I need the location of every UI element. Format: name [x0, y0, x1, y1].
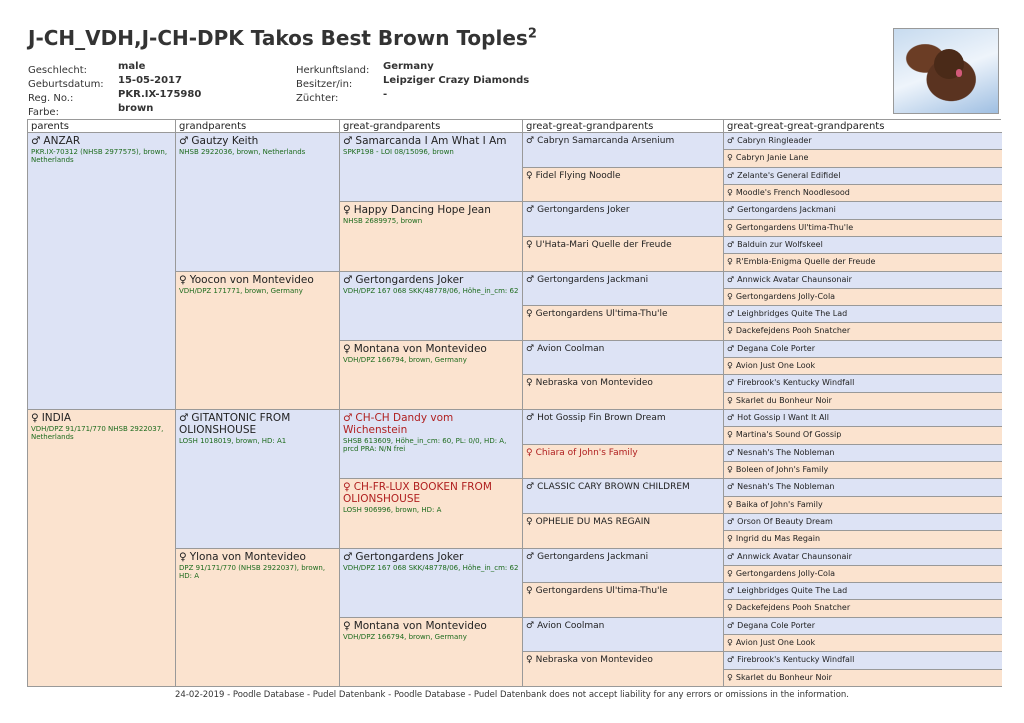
dog-name-text: Nesnah's The Nobleman: [737, 447, 835, 457]
dog-name-text: Gertongardens Jackmani: [537, 551, 649, 562]
female-symbol-icon: ♀: [727, 326, 733, 336]
female-symbol-icon: ♀: [727, 499, 733, 509]
female-symbol-icon: ♀: [727, 464, 733, 474]
dog-name-text: Gautzy Keith: [191, 135, 259, 147]
pedigree-entry[interactable]: [522, 514, 723, 549]
dog-name-link[interactable]: [727, 204, 999, 216]
pedigree-entry[interactable]: [723, 272, 1002, 289]
pedigree-entry[interactable]: [723, 358, 1002, 375]
female-symbol-icon: ♀: [526, 309, 533, 320]
dog-name-text: Happy Dancing Hope Jean: [353, 204, 491, 217]
info-label: Herkunftsland:: [296, 65, 370, 76]
pedigree-entry[interactable]: [522, 272, 723, 307]
female-symbol-icon: ♀: [727, 430, 733, 440]
pedigree-entry[interactable]: [175, 410, 339, 549]
dog-name-text: Dackefejdens Pooh Snatcher: [735, 326, 851, 336]
dog-name-link[interactable]: [343, 620, 519, 632]
pedigree-entry[interactable]: [522, 410, 723, 445]
pedigree-entry[interactable]: [339, 272, 522, 341]
female-symbol-icon: ♀: [343, 619, 351, 632]
male-symbol-icon: ♂: [343, 550, 353, 563]
dog-name-text: Firebrook's Kentucky Windfall: [737, 655, 855, 665]
dog-name-link[interactable]: [727, 516, 999, 528]
dog-details: NHSB 2689975, brown: [343, 217, 423, 226]
dog-name-text: Chiara of John's Family: [535, 447, 638, 458]
pedigree-entry[interactable]: [28, 133, 175, 410]
info-value: -: [383, 89, 388, 100]
pedigree-entry[interactable]: [522, 306, 723, 341]
dog-name-link[interactable]: [526, 447, 720, 459]
male-symbol-icon: ♂: [526, 551, 535, 562]
dog-details: LOSH 906996, brown, HD: A: [343, 506, 442, 515]
female-symbol-icon: ♀: [727, 257, 733, 267]
dog-details: PKR.IX-70312 (NHSB 2977575), brown, Netherlands: [31, 148, 168, 164]
dog-name-link[interactable]: [526, 620, 720, 632]
male-symbol-icon: ♂: [526, 620, 535, 631]
dog-name-link[interactable]: [526, 654, 720, 666]
female-symbol-icon: ♀: [727, 395, 733, 405]
dog-name-link[interactable]: [526, 585, 720, 597]
pedigree-entry[interactable]: [522, 583, 723, 618]
pedigree-entry[interactable]: [723, 531, 1002, 548]
dog-name-text: Gertongardens Jolly-Cola: [735, 291, 836, 301]
dog-name-link[interactable]: [727, 360, 999, 372]
info-value: brown: [118, 103, 154, 114]
dog-name-link[interactable]: [179, 412, 336, 436]
pedigree-entry[interactable]: [339, 410, 522, 479]
male-symbol-icon: ♂: [727, 482, 735, 492]
female-symbol-icon: ♀: [727, 153, 733, 163]
pedigree-entry[interactable]: [522, 168, 723, 203]
dog-name-text: Gertongardens Ul'tima-Thu'le: [535, 586, 668, 597]
pedigree-entry[interactable]: [723, 410, 1002, 427]
male-symbol-icon: ♂: [31, 135, 41, 147]
pedigree-entry[interactable]: [339, 133, 522, 202]
dog-name-text: Annwick Avatar Chaunsonair: [737, 551, 852, 561]
dog-name-link[interactable]: [343, 412, 519, 436]
pedigree-entry[interactable]: [522, 375, 723, 410]
dog-name-text: Gertongardens Jackmani: [737, 205, 836, 215]
dog-name-text: Yoocon von Montevideo: [189, 273, 314, 286]
dog-name-text: Nebraska von Montevideo: [535, 655, 653, 666]
dog-name-text: Boleen of John's Family: [735, 464, 829, 474]
dog-name-text: Gertongardens Joker: [537, 205, 630, 216]
pedigree-entry[interactable]: [339, 341, 522, 410]
pedigree-entry[interactable]: [723, 306, 1002, 323]
pedigree-entry[interactable]: [723, 427, 1002, 444]
female-symbol-icon: ♀: [526, 516, 533, 527]
male-symbol-icon: ♂: [526, 482, 535, 493]
male-symbol-icon: ♂: [343, 273, 353, 286]
dog-details: SHSB 613609, Höhe_in_cm: 60, PL: 0/0, HD: A, prcd PRA: N/N frei: [343, 437, 507, 453]
pedigree-entry[interactable]: [723, 652, 1002, 669]
dog-name-text: U'Hata-Mari Quelle der Freude: [535, 239, 672, 250]
female-symbol-icon: ♀: [526, 378, 533, 389]
dog-name-text: Moodle's French Noodlesood: [735, 187, 850, 197]
male-symbol-icon: ♂: [727, 586, 735, 596]
dog-name-link[interactable]: [727, 325, 999, 337]
info-label: Züchter:: [296, 93, 339, 104]
male-symbol-icon: ♂: [526, 205, 535, 216]
male-symbol-icon: ♂: [727, 343, 735, 353]
dog-details: SPKP198 - LOI 08/15096, brown: [343, 148, 454, 156]
dog-name-link[interactable]: [179, 135, 336, 147]
pedigree-entry[interactable]: [522, 618, 723, 653]
pedigree-entry[interactable]: [723, 341, 1002, 358]
male-symbol-icon: ♂: [526, 413, 535, 423]
dog-details: VDH/DPZ 171771, brown, Germany: [179, 286, 303, 295]
dog-name-text: Martina's Sound Of Gossip: [735, 430, 842, 440]
pedigree-entry[interactable]: [723, 133, 1002, 150]
info-value: 15-05-2017: [118, 75, 182, 86]
male-symbol-icon: ♂: [727, 378, 735, 388]
pedigree-entry[interactable]: [339, 202, 522, 271]
dog-name-link[interactable]: [526, 170, 720, 182]
dog-name-text: Firebrook's Kentucky Windfall: [737, 378, 855, 388]
dog-name-text: Nebraska von Montevideo: [535, 378, 653, 389]
dog-name-link[interactable]: [727, 135, 999, 147]
dog-name-link[interactable]: [727, 568, 999, 580]
dog-name-text: Skarlet du Bonheur Noir: [735, 672, 832, 682]
dog-details: LOSH 1018019, brown, HD: A1: [179, 437, 287, 445]
dog-name-link[interactable]: [526, 204, 720, 216]
female-symbol-icon: ♀: [727, 534, 733, 544]
male-symbol-icon: ♂: [526, 274, 535, 285]
dog-name-link[interactable]: [727, 533, 999, 545]
dog-name-text: Gertongardens Jolly-Cola: [735, 568, 836, 578]
female-symbol-icon: ♀: [526, 239, 533, 250]
dog-name-link[interactable]: [31, 412, 172, 424]
dog-name-text: Orson Of Beauty Dream: [737, 516, 833, 526]
pedigree-entry[interactable]: [28, 410, 175, 687]
dog-name-text: Cabryn Janie Lane: [735, 153, 809, 163]
female-symbol-icon: ♀: [727, 672, 733, 682]
pedigree-entry[interactable]: [723, 168, 1002, 185]
dog-name-link[interactable]: [31, 135, 172, 147]
info-label: Besitzer/in:: [296, 79, 353, 90]
info-label: Geschlecht:: [28, 65, 88, 76]
dog-name-text: GITANTONIC FROM OLIONSHOUSE: [179, 412, 291, 436]
dog-name-link[interactable]: [727, 585, 999, 597]
dog-name-link[interactable]: [526, 239, 720, 251]
dog-name-link[interactable]: [727, 412, 999, 424]
dog-name-link[interactable]: [179, 551, 336, 563]
dog-name-text: Ingrid du Mas Regain: [735, 534, 821, 544]
dog-name-text: Gertongardens Ul'tima-Thu'le: [535, 309, 668, 320]
male-symbol-icon: ♂: [727, 620, 735, 630]
info-value: Germany: [383, 61, 434, 72]
dog-name-text: INDIA: [41, 412, 72, 424]
dog-name-link[interactable]: [727, 395, 999, 407]
dog-name-text: ANZAR: [43, 135, 81, 147]
male-symbol-icon: ♂: [343, 135, 353, 147]
female-symbol-icon: ♀: [727, 187, 733, 197]
dog-name-text: Gertongardens Jackmani: [537, 274, 649, 285]
title-superscript: 2: [527, 26, 537, 42]
dog-name-link[interactable]: [526, 274, 720, 286]
dog-name-link[interactable]: [727, 602, 999, 614]
pedigree-entry[interactable]: [522, 237, 723, 272]
dog-name-text: Avion Just One Look: [735, 361, 816, 371]
dog-name-link[interactable]: [727, 222, 999, 234]
column-header: grandparents: [175, 120, 339, 133]
male-symbol-icon: ♂: [179, 135, 189, 147]
dog-name-text: CH-CH Dandy vom Wichenstein: [343, 412, 454, 436]
pedigree-entry[interactable]: [723, 393, 1002, 410]
dog-name-text: Zelante's General Edifidel: [737, 170, 841, 180]
column-header: great-great-grandparents: [522, 120, 723, 133]
dog-name-text: Leighbridges Quite The Lad: [737, 586, 848, 596]
pedigree-entry[interactable]: [723, 670, 1002, 687]
dog-name-link[interactable]: [179, 274, 336, 286]
dog-name-text: Avion Just One Look: [735, 638, 816, 648]
dog-name-text: Ylona von Montevideo: [189, 550, 306, 563]
pedigree-entry[interactable]: [723, 583, 1002, 600]
pedigree-entry[interactable]: [723, 600, 1002, 617]
pedigree-entry[interactable]: [723, 462, 1002, 479]
male-symbol-icon: ♂: [727, 309, 735, 319]
dog-name-text: Degana Cole Porter: [737, 343, 815, 353]
dog-tongue-shape: [956, 69, 962, 77]
dog-name-text: OPHELIE DU MAS REGAIN: [535, 516, 651, 527]
dog-name-link[interactable]: [727, 672, 999, 684]
dog-name-link[interactable]: [727, 308, 999, 320]
dog-details: DPZ 91/171/770 (NHSB 2922037), brown, HD: A: [179, 563, 326, 580]
info-value: Leipziger Crazy Diamonds: [383, 75, 530, 86]
dog-name-link[interactable]: [727, 239, 999, 251]
dog-name-link[interactable]: [526, 412, 720, 424]
pedigree-entry[interactable]: [339, 479, 522, 548]
dog-name-link[interactable]: [343, 343, 519, 355]
dog-name-link[interactable]: [727, 343, 999, 355]
male-symbol-icon: ♂: [727, 516, 735, 526]
dog-name-link[interactable]: [343, 135, 519, 147]
dog-name-text: Cabryn Samarcanda Arsenium: [537, 136, 675, 146]
dog-name-link[interactable]: [526, 551, 720, 563]
dog-name-text: Gertongardens Joker: [355, 550, 464, 563]
female-symbol-icon: ♀: [727, 361, 733, 371]
pedigree-entry[interactable]: [723, 497, 1002, 514]
dog-name-text: Balduin zur Wolfskeel: [737, 239, 823, 249]
female-symbol-icon: ♀: [179, 550, 187, 563]
pedigree-entry[interactable]: [723, 514, 1002, 531]
female-symbol-icon: ♀: [727, 222, 733, 232]
info-label: Geburtsdatum:: [28, 79, 104, 90]
dog-name-text: R'Embla-Enigma Quelle der Freude: [735, 257, 876, 267]
poodle-photo: [893, 28, 999, 114]
dog-name-text: Degana Cole Porter: [737, 620, 815, 630]
pedigree-entry[interactable]: [723, 479, 1002, 496]
male-symbol-icon: ♂: [727, 551, 735, 561]
female-symbol-icon: ♀: [526, 170, 533, 181]
male-symbol-icon: ♂: [727, 413, 735, 422]
dog-name-text: Hot Gossip Fin Brown Dream: [537, 413, 666, 423]
pedigree-entry[interactable]: [723, 635, 1002, 652]
dog-name-text: Annwick Avatar Chaunsonair: [737, 274, 852, 284]
info-label: Reg. No.:: [28, 93, 74, 104]
male-symbol-icon: ♂: [727, 655, 735, 665]
dog-name-link[interactable]: [727, 499, 999, 511]
dog-name-link[interactable]: [727, 447, 999, 459]
female-symbol-icon: ♀: [727, 568, 733, 578]
dog-name-text: Gertongardens Ul'tima-Thu'le: [735, 222, 854, 232]
dog-name-text: Baika of John's Family: [735, 499, 823, 509]
dog-name-text: Avion Coolman: [537, 620, 605, 631]
footer-disclaimer: 24-02-2019 - Poodle Database - Pudel Datenbank - Poodle Database - Pudel Datenbank does not accept liability for any errors or omissions in the information.: [175, 690, 849, 700]
dog-name-link[interactable]: [526, 135, 720, 147]
pedigree-entry[interactable]: [339, 549, 522, 618]
pedigree-entry[interactable]: [723, 185, 1002, 202]
pedigree-entry[interactable]: [522, 445, 723, 480]
pedigree-entry[interactable]: [723, 202, 1002, 219]
dog-name-text: CH-FR-LUX BOOKEN FROM OLIONSHOUSE: [343, 481, 492, 506]
dog-name-link[interactable]: [526, 343, 720, 355]
dog-name-text: Gertongardens Joker: [355, 273, 464, 286]
dog-name-link[interactable]: [727, 429, 999, 441]
female-symbol-icon: ♀: [727, 638, 733, 648]
info-value: male: [118, 61, 146, 72]
dog-details: VDH/DPZ 167 068 SKK/48778/06, Höhe_in_cm: 62: [343, 286, 519, 295]
dog-name-link[interactable]: [727, 256, 999, 268]
female-symbol-icon: ♀: [179, 273, 187, 286]
male-symbol-icon: ♂: [526, 136, 535, 146]
dog-name-link[interactable]: [727, 152, 999, 164]
dog-name-text: Montana von Montevideo: [353, 619, 487, 632]
pedigree-entry[interactable]: [723, 150, 1002, 167]
dog-name-link[interactable]: [727, 481, 999, 493]
dog-name-link[interactable]: [727, 377, 999, 389]
info-label: Farbe:: [28, 107, 59, 118]
male-symbol-icon: ♂: [727, 274, 735, 284]
male-symbol-icon: ♂: [727, 170, 735, 180]
male-symbol-icon: ♂: [727, 447, 735, 457]
pedigree-entry[interactable]: [723, 289, 1002, 306]
female-symbol-icon: ♀: [727, 291, 733, 301]
column-header: great-great-great-grandparents: [723, 120, 1002, 133]
female-symbol-icon: ♀: [727, 603, 733, 613]
male-symbol-icon: ♂: [179, 412, 189, 424]
male-symbol-icon: ♂: [727, 239, 735, 249]
pedigree-entry[interactable]: [522, 479, 723, 514]
info-value: PKR.IX-175980: [118, 89, 202, 100]
dog-name-text: Avion Coolman: [537, 343, 605, 354]
dog-details: VDH/DPZ 166794, brown, Germany: [343, 632, 467, 641]
male-symbol-icon: ♂: [343, 412, 353, 424]
dog-name-text: Dackefejdens Pooh Snatcher: [735, 603, 851, 613]
female-symbol-icon: ♀: [526, 655, 533, 666]
dog-name-text: Nesnah's The Nobleman: [737, 482, 835, 492]
pedigree-entry[interactable]: [175, 133, 339, 272]
dog-name-link[interactable]: [727, 654, 999, 666]
pedigree-entry[interactable]: [723, 549, 1002, 566]
female-symbol-icon: ♀: [526, 447, 533, 458]
male-symbol-icon: ♂: [727, 136, 735, 145]
pedigree-entry[interactable]: [522, 133, 723, 168]
page-title: [28, 26, 537, 50]
pedigree-entry[interactable]: [522, 549, 723, 584]
male-symbol-icon: ♂: [727, 205, 735, 215]
pedigree-entry[interactable]: [723, 220, 1002, 237]
dog-details: VDH/DPZ 166794, brown, Germany: [343, 355, 467, 364]
dog-name-text: Montana von Montevideo: [353, 342, 487, 355]
dog-details: VDH/DPZ 167 068 SKK/48778/06, Höhe_in_cm: 62: [343, 563, 519, 572]
dog-name-text: Fidel Flying Noodle: [535, 170, 621, 181]
pedigree-table: [27, 119, 1001, 687]
dog-name-link[interactable]: [526, 481, 720, 493]
pedigree-entry[interactable]: [723, 323, 1002, 340]
pedigree-entry[interactable]: [723, 445, 1002, 462]
female-symbol-icon: ♀: [31, 412, 39, 424]
pedigree-entry[interactable]: [339, 618, 522, 687]
pedigree-entry[interactable]: [723, 254, 1002, 271]
female-symbol-icon: ♀: [343, 204, 351, 217]
dog-name: J-CH_VDH,J-CH-DPK Takos Best Brown Toples: [28, 26, 528, 50]
dog-name-text: Skarlet du Bonheur Noir: [735, 395, 832, 405]
dog-name-text: Hot Gossip I Want It All: [737, 413, 829, 422]
pedigree-entry[interactable]: [522, 341, 723, 376]
dog-name-text: CLASSIC CARY BROWN CHILDREM: [537, 482, 690, 493]
dog-name-link[interactable]: [727, 551, 999, 563]
dog-name-text: Leighbridges Quite The Lad: [737, 309, 848, 319]
dog-name-link[interactable]: [727, 464, 999, 476]
pedigree-entry[interactable]: [175, 272, 339, 411]
pedigree-entry[interactable]: [522, 202, 723, 237]
dog-name-link[interactable]: [343, 551, 519, 563]
dog-name-link[interactable]: [526, 308, 720, 320]
dog-name-link[interactable]: [526, 516, 720, 528]
female-symbol-icon: ♀: [526, 586, 533, 597]
pedigree-entry[interactable]: [522, 652, 723, 687]
column-header: parents: [28, 120, 175, 133]
dog-name-link[interactable]: [727, 620, 999, 632]
pedigree-entry[interactable]: [723, 375, 1002, 392]
dog-details: VDH/DPZ 91/171/770 NHSB 2922037, Netherlands: [31, 425, 164, 441]
column-header: great-grandparents: [339, 120, 522, 133]
dog-name-link[interactable]: [343, 204, 519, 216]
dog-name-link[interactable]: [343, 481, 519, 505]
dog-name-link[interactable]: [727, 170, 999, 182]
male-symbol-icon: ♂: [526, 343, 535, 354]
pedigree-entry[interactable]: [723, 618, 1002, 635]
pedigree-entry[interactable]: [723, 566, 1002, 583]
pedigree-entry[interactable]: [723, 237, 1002, 254]
dog-name-link[interactable]: [727, 637, 999, 649]
dog-name-link[interactable]: [727, 274, 999, 286]
dog-name-text: Cabryn Ringleader: [737, 136, 812, 145]
dog-name-link[interactable]: [727, 187, 999, 199]
dog-name-link[interactable]: [727, 291, 999, 303]
dog-name-text: Samarcanda I Am What I Am: [355, 135, 507, 147]
dog-details: NHSB 2922036, brown, Netherlands: [179, 148, 306, 156]
female-symbol-icon: ♀: [343, 342, 351, 355]
pedigree-entry[interactable]: [175, 549, 339, 688]
female-symbol-icon: ♀: [343, 481, 351, 494]
dog-name-link[interactable]: [526, 377, 720, 389]
dog-name-link[interactable]: [343, 274, 519, 286]
